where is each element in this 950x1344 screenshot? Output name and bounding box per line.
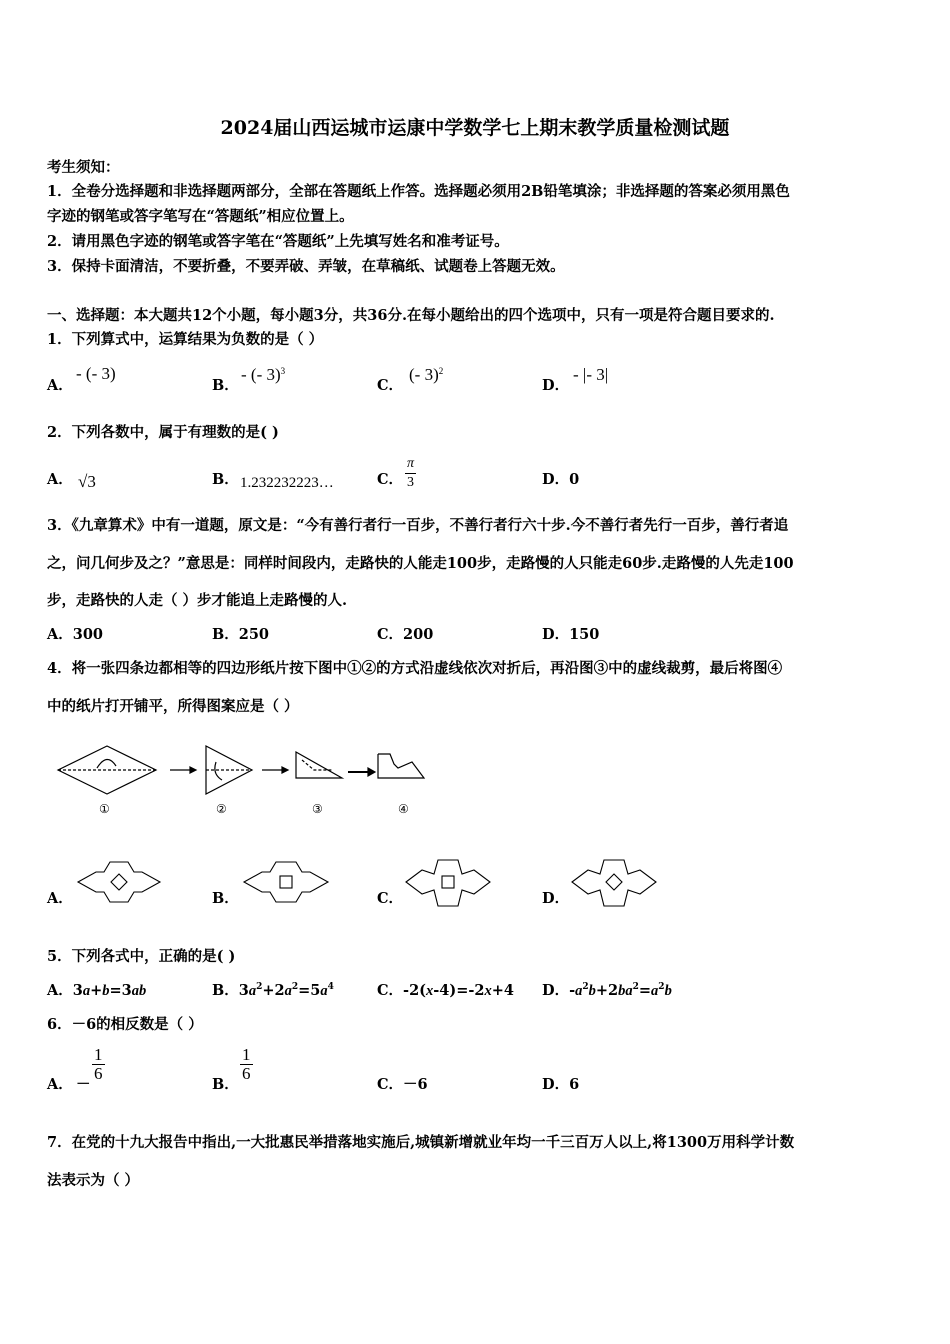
q3-option-b: B．250	[212, 626, 270, 643]
figure-label: ②	[216, 802, 227, 816]
fold-arrow	[215, 762, 222, 780]
notice-item: 字迹的钢笔或答字笔写在“答题纸”相应位置上。	[47, 208, 354, 225]
q6-stem: 6．－6的相反数是（ ）	[47, 1016, 203, 1033]
q5-option-c: C．-2(x-4)=-2x+4	[377, 982, 514, 999]
q6-option-d: D．6	[542, 1076, 580, 1093]
q4-line: 4．将一张四条边都相等的四边形纸片按下图中①②的方式沿虚线依次对折后，再沿图③中的虚线裁剪，最后将图④	[47, 660, 783, 677]
fraction-numerator: π	[405, 455, 416, 474]
q1-option-c-expr: (- 3)$^2$	[409, 365, 444, 384]
q1-option-a-label: A．	[47, 377, 73, 394]
q4-option-b-label: B．	[212, 890, 239, 907]
q2-option-a-expr: √3	[78, 472, 96, 491]
q1-option-a-expr: - (- 3)	[76, 364, 116, 383]
q1-option-d-label: D．	[542, 377, 570, 394]
q1-option-b-label: B．	[212, 377, 239, 394]
rhombus-shape	[58, 746, 156, 794]
fraction-denominator: 3	[407, 475, 414, 490]
q6-option-b-fraction	[240, 1046, 253, 1083]
q3-line: 3．《九章算术》中有一道题，原文是：“今有善行者行一百步，不善行者行六十步.今不善行者先行一百步，善行者追	[47, 517, 789, 534]
fraction-denominator: 6	[242, 1064, 251, 1083]
q4-option-d-figure	[568, 856, 660, 912]
q4-option-c-figure	[402, 856, 494, 912]
q1-option-c-label: C．	[377, 377, 404, 394]
cut-line	[302, 760, 332, 770]
q2-option-b-label: B．	[212, 471, 239, 488]
right-triangle-shape	[296, 752, 342, 778]
q3-line: 步，走路快的人走（ ）步才能追上走路慢的人.	[47, 592, 348, 609]
q5-option-a: A．3a+b=3ab	[47, 982, 147, 999]
q3-option-a: A．300	[47, 626, 104, 643]
section-heading: 一、选择题：本大题共12个小题，每小题3分，共36分.在每小题给出的四个选项中，只有一项是符合题目要求的.	[47, 307, 775, 324]
fraction-denominator: 6	[94, 1064, 103, 1083]
q4-option-c-label: C．	[377, 890, 404, 907]
q2-option-a-label: A．	[47, 471, 73, 488]
fold-arrow	[97, 759, 116, 768]
notice-item: 1．全卷分选择题和非选择题两部分，全部在答题纸上作答。选择题必须用2B铅笔填涂；非选择题的答案必须用黑色	[47, 183, 790, 200]
q6-option-a-sign: －	[76, 1076, 91, 1093]
fraction-numerator: 1	[94, 1045, 103, 1064]
figure-label: ③	[312, 802, 323, 816]
q1-option-d-expr: - |- 3|	[573, 365, 609, 384]
q5-option-b: B．$3a^2+2a^2=5a^4$	[212, 982, 334, 999]
notice-item: 2．请用黑色字迹的钢笔或答字笔在“答题纸”上先填写姓名和准考证号。	[47, 233, 509, 250]
q4-option-a-label: A．	[47, 890, 73, 907]
figure-label: ①	[99, 802, 110, 816]
q7-line: 法表示为（ ）	[47, 1172, 140, 1189]
q5-stem: 5．下列各式中，正确的是( )	[47, 948, 236, 965]
q3-line: 之，问几何步及之？”意思是：同样时间段内，走路快的人能走100步，走路慢的人只能走60步.走路慢的人先走100	[47, 555, 794, 572]
q1-stem: 1．下列算式中，运算结果为负数的是（ ）	[47, 331, 324, 348]
notice-heading: 考生须知：	[47, 159, 120, 176]
q6-option-a-label: A．	[47, 1076, 73, 1093]
figure-label: ④	[398, 802, 409, 816]
q2-stem: 2．下列各数中，属于有理数的是( )	[47, 424, 279, 441]
cut-paper-shape	[378, 754, 424, 778]
q2-option-b-expr: 1.232232223…	[240, 475, 334, 491]
fraction-numerator: 1	[242, 1045, 251, 1064]
q2-option-c-label: C．	[377, 471, 404, 488]
page-title: 2024届山西运城市运康中学数学七上期末教学质量检测试题	[220, 117, 730, 139]
q6-option-b-label: B．	[212, 1076, 239, 1093]
q6-option-a-fraction	[92, 1046, 105, 1083]
q6-option-c: C．－6	[377, 1076, 428, 1093]
q2-option-d: D．0	[542, 471, 580, 488]
q3-option-d: D．150	[542, 626, 600, 643]
q1-option-b-expr: - (- 3)$^3$	[241, 365, 286, 384]
q4-option-a-figure	[74, 856, 164, 908]
notice-item: 3．保持卡面清洁，不要折叠，不要弄破、弄皱，在草稿纸、试题卷上答题无效。	[47, 258, 565, 275]
q2-option-c-fraction	[405, 455, 416, 492]
q4-option-b-figure	[240, 856, 332, 908]
q4-line: 中的纸片打开铺平，所得图案应是（ ）	[47, 698, 299, 715]
q4-option-d-label: D．	[542, 890, 570, 907]
q5-option-d: D．$-a^2b+2ba^2=a^2b$	[542, 982, 672, 999]
q7-line: 7．在党的十九大报告中指出,一大批惠民举措落地实施后,城镇新增就业年均一千三百万人以上,将1300万用科学计数	[47, 1134, 795, 1151]
q3-option-c: C．200	[377, 626, 434, 643]
